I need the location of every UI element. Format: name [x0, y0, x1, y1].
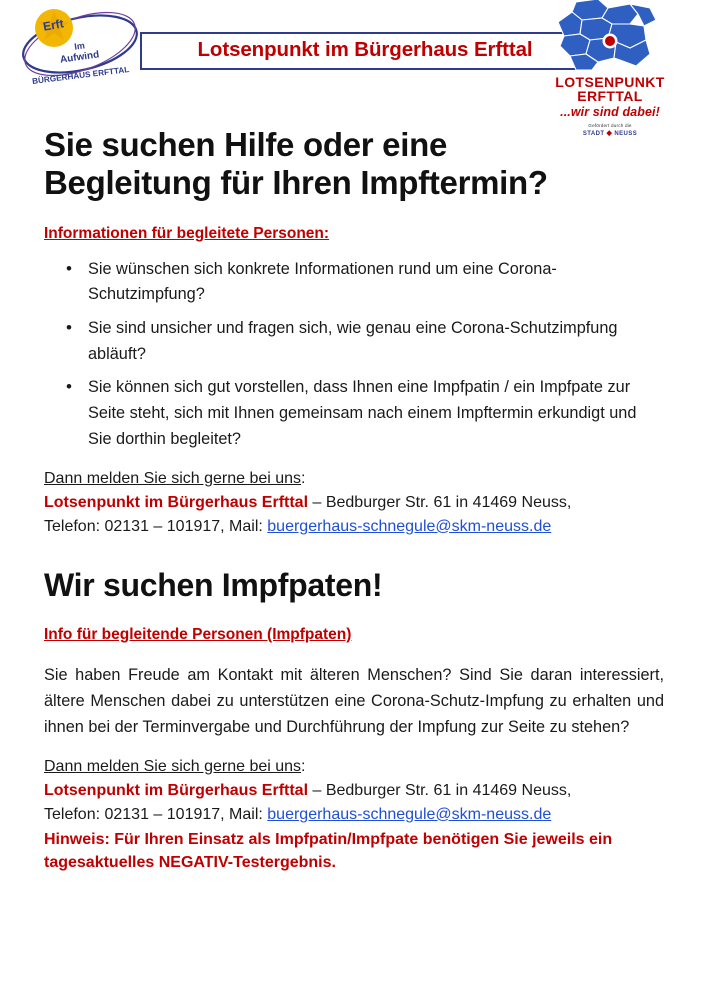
notice-line2: tagesaktuelles NEGATIV-Testergebnis. [44, 854, 336, 872]
district-map-icon [546, 0, 674, 74]
erftstar-logo [18, 4, 148, 86]
contact-block-1 [44, 467, 678, 539]
contact-lead-colon-1: : [301, 469, 306, 487]
lotsenpunkt-title [546, 75, 674, 104]
contact-lead-2 [44, 755, 678, 779]
notice-line1: Hinweis: Für Ihren Einsatz als Impfpatin/Impfpate benötigen Sie jeweils ein [44, 830, 613, 848]
contact-email-link-2[interactable]: buergerhaus-schnegule@skm-neuss.de [267, 805, 552, 823]
page-title-line2: Begleitung für Ihren Impftermin? [44, 164, 548, 202]
svg-text:BÜRGERHAUS ERFTTAL: BÜRGERHAUS ERFTTAL [31, 65, 130, 86]
lotsenpunkt-title-line1: LOTSENPUNKT [555, 74, 665, 90]
contact-address-2 [44, 779, 678, 803]
contact-phone-mail-1 [44, 515, 678, 539]
list-item: • Sie wünschen sich konkrete Informationen rund um eine Corona-Schutzimpfung? [88, 257, 678, 308]
contact-block-2 [44, 755, 678, 874]
diamond-icon: ◆ [606, 130, 613, 138]
contact-lead-colon-2: : [301, 757, 306, 775]
contact-phone-label-2: Telefon: 02131 – 101917, Mail: [44, 805, 268, 823]
notice-text [44, 828, 678, 874]
banner-title: Lotsenpunkt im Bürgerhaus Erfttal [140, 32, 590, 70]
lotsenpunkt-logo [546, 0, 674, 137]
section-title-impfpaten: Wir suchen Impfpaten! [44, 566, 383, 603]
contact-street-2: – Bedburger Str. 61 in 41469 Neuss, [308, 781, 572, 799]
svg-text:Erft: Erft [41, 16, 65, 34]
svg-text:Im: Im [73, 40, 86, 52]
bullet-list [30, 257, 678, 453]
contact-street-1: – Bedburger Str. 61 in 41469 Neuss, [308, 493, 572, 511]
contact-lead-1 [44, 467, 678, 491]
section-heading-begleitete: Informationen für begleitete Personen: [44, 224, 330, 242]
org-right-label: NEUSS [614, 131, 638, 138]
page-title-line1: Sie suchen Hilfe oder eine [44, 126, 447, 163]
body-paragraph: Sie haben Freude am Kontakt mit älteren Menschen? Sind Sie daran interessiert, ältere Menschen dabei zu unterstützen eine Corona-Schutz-Impfung zu erhalten und ihnen bei der Terminvergabe und Durchführung der Impfung zur Seite zu stehen? [44, 665, 664, 737]
contact-org-1: Lotsenpunkt im Bürgerhaus Erfttal [44, 493, 309, 511]
lotsenpunkt-title-line2: ERFTTAL [577, 88, 643, 105]
org-left-label: STADT [582, 131, 605, 138]
contact-lead-text-1: Dann melden Sie sich gerne bei uns [44, 469, 302, 487]
lotsenpunkt-slogan: ...wir sind dabei! [560, 104, 660, 119]
lotsenpunkt-funded-note: Gefördert durch die [588, 122, 632, 128]
contact-email-link-1[interactable]: buergerhaus-schnegule@skm-neuss.de [267, 517, 552, 535]
contact-phone-mail-2 [44, 803, 678, 827]
contact-lead-text-2: Dann melden Sie sich gerne bei uns [44, 757, 302, 775]
list-item: • Sie können sich gut vorstellen, dass Ihnen eine Impfpatin / ein Impfpate zur Seite steht, sich mit Ihnen gemeinsam nach einem Impftermin erkundigt und Sie dorthin begleitet? [88, 375, 678, 452]
svg-text:Aufwind: Aufwind [59, 49, 100, 66]
contact-address-1 [44, 491, 678, 515]
contact-org-2: Lotsenpunkt im Bürgerhaus Erfttal [44, 781, 309, 799]
contact-phone-label-1: Telefon: 02131 – 101917, Mail: [44, 517, 268, 535]
section-heading-begleitende: Info für begleitende Personen (Impfpaten) [44, 625, 352, 643]
header [30, 0, 678, 138]
erftstar-logo-icon [18, 4, 148, 86]
lotsenpunkt-org-line [546, 129, 674, 137]
list-item: • Sie sind unsicher und fragen sich, wie genau eine Corona-Schutzimpfung abläuft? [88, 316, 678, 367]
